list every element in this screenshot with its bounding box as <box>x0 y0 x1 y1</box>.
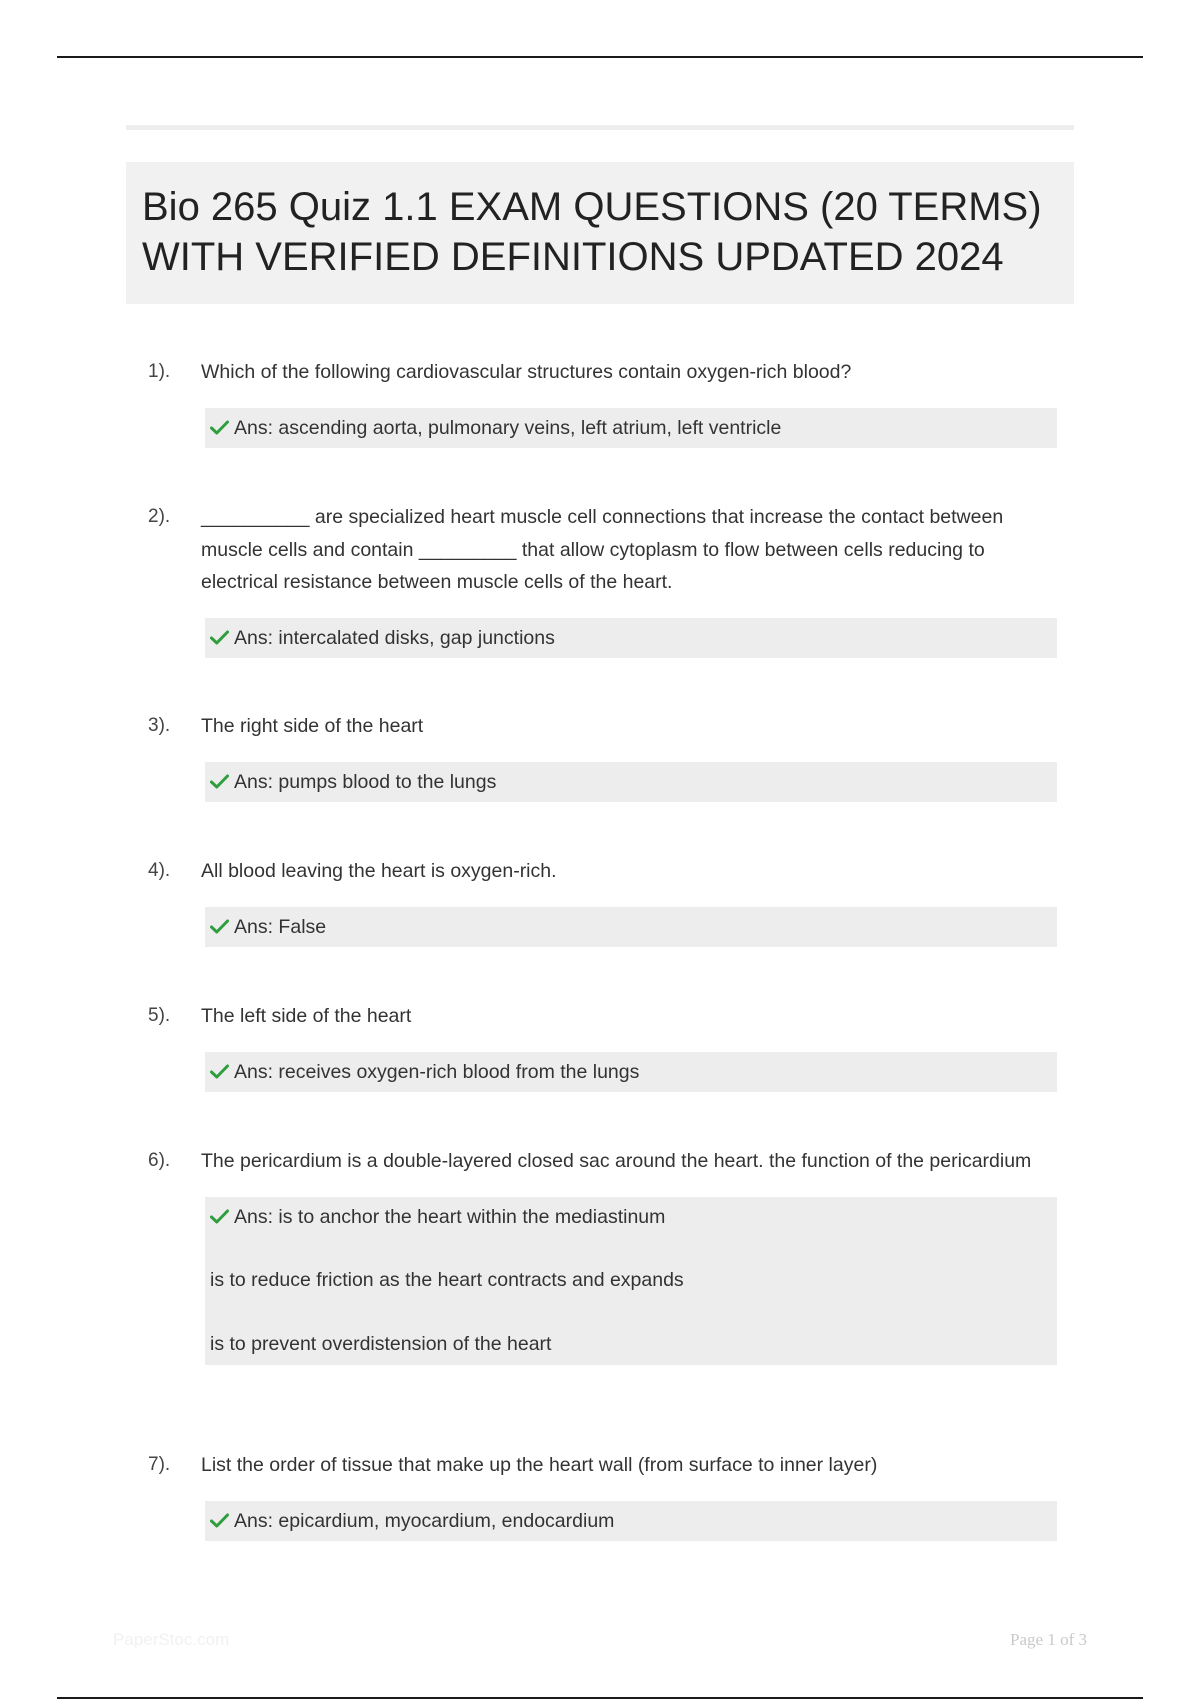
check-icon <box>210 919 234 934</box>
question-number: 4). <box>148 860 171 881</box>
page-number: Page 1 of 3 <box>1010 1630 1087 1649</box>
question-number: 7). <box>148 1454 171 1475</box>
check-icon <box>210 630 234 645</box>
question-item <box>148 1000 1058 1092</box>
answer-text: Ans: intercalated disks, gap junctions <box>234 626 555 649</box>
answer-text: Ans: receives oxygen-rich blood from the lungs <box>234 1060 640 1083</box>
answer-text: Ans: epicardium, myocardium, endocardium <box>234 1509 615 1532</box>
answer-box <box>205 1197 1057 1366</box>
question-text: All blood leaving the heart is oxygen-rich. <box>201 860 557 882</box>
question-number: 5). <box>148 1005 171 1026</box>
document-title: Bio 265 Quiz 1.1 EXAM QUESTIONS (20 TERMS) WITH VERIFIED DEFINITIONS UPDATED 2024 <box>142 185 1042 279</box>
answer-text: Ans: pumps blood to the lungs <box>234 770 497 793</box>
question-item <box>148 356 1058 448</box>
check-icon <box>210 774 234 789</box>
answer-extra-line: is to prevent overdistension of the heart <box>210 1333 552 1356</box>
answer-box <box>205 1501 1057 1542</box>
answer-box <box>205 1052 1057 1093</box>
question-number: 3). <box>148 715 171 736</box>
question-item <box>148 1145 1058 1365</box>
question-text: __________ are specialized heart muscle cell connections that increase the contact between muscle cells and contain _________ that allow cytoplasm to flow between cells reducing to electrical resistance between muscle cells of the heart. <box>201 506 1004 593</box>
question-number: 2). <box>148 506 171 527</box>
question-number: 6). <box>148 1150 171 1171</box>
answer-text: Ans: is to anchor the heart within the mediastinum <box>234 1205 666 1228</box>
question-text: The left side of the heart <box>201 1005 412 1027</box>
answer-box <box>205 762 1057 803</box>
header-divider <box>126 125 1074 130</box>
question-item <box>148 855 1058 947</box>
check-icon <box>210 1513 234 1528</box>
watermark: PaperStoc.com <box>113 1630 230 1649</box>
question-text: The pericardium is a double-layered closed sac around the heart. the function of the pericardium <box>201 1150 1032 1172</box>
top-rule <box>57 56 1143 58</box>
bottom-rule <box>57 1697 1143 1699</box>
title-box <box>126 162 1074 304</box>
answer-box <box>205 618 1057 659</box>
answer-text: Ans: False <box>234 915 327 938</box>
answer-text: Ans: ascending aorta, pulmonary veins, left atrium, left ventricle <box>234 416 782 439</box>
check-icon <box>210 1209 234 1224</box>
question-item <box>148 1449 1058 1541</box>
question-number: 1). <box>148 361 171 382</box>
question-text: The right side of the heart <box>201 715 424 737</box>
answer-box <box>205 907 1057 948</box>
question-item <box>148 501 1058 658</box>
question-text: Which of the following cardiovascular structures contain oxygen-rich blood? <box>201 361 852 383</box>
check-icon <box>210 420 234 435</box>
answer-extra-line: is to reduce friction as the heart contracts and expands <box>210 1269 684 1292</box>
question-text: List the order of tissue that make up the heart wall (from surface to inner layer) <box>201 1454 878 1476</box>
question-item <box>148 710 1058 802</box>
check-icon <box>210 1064 234 1079</box>
answer-box <box>205 408 1057 449</box>
